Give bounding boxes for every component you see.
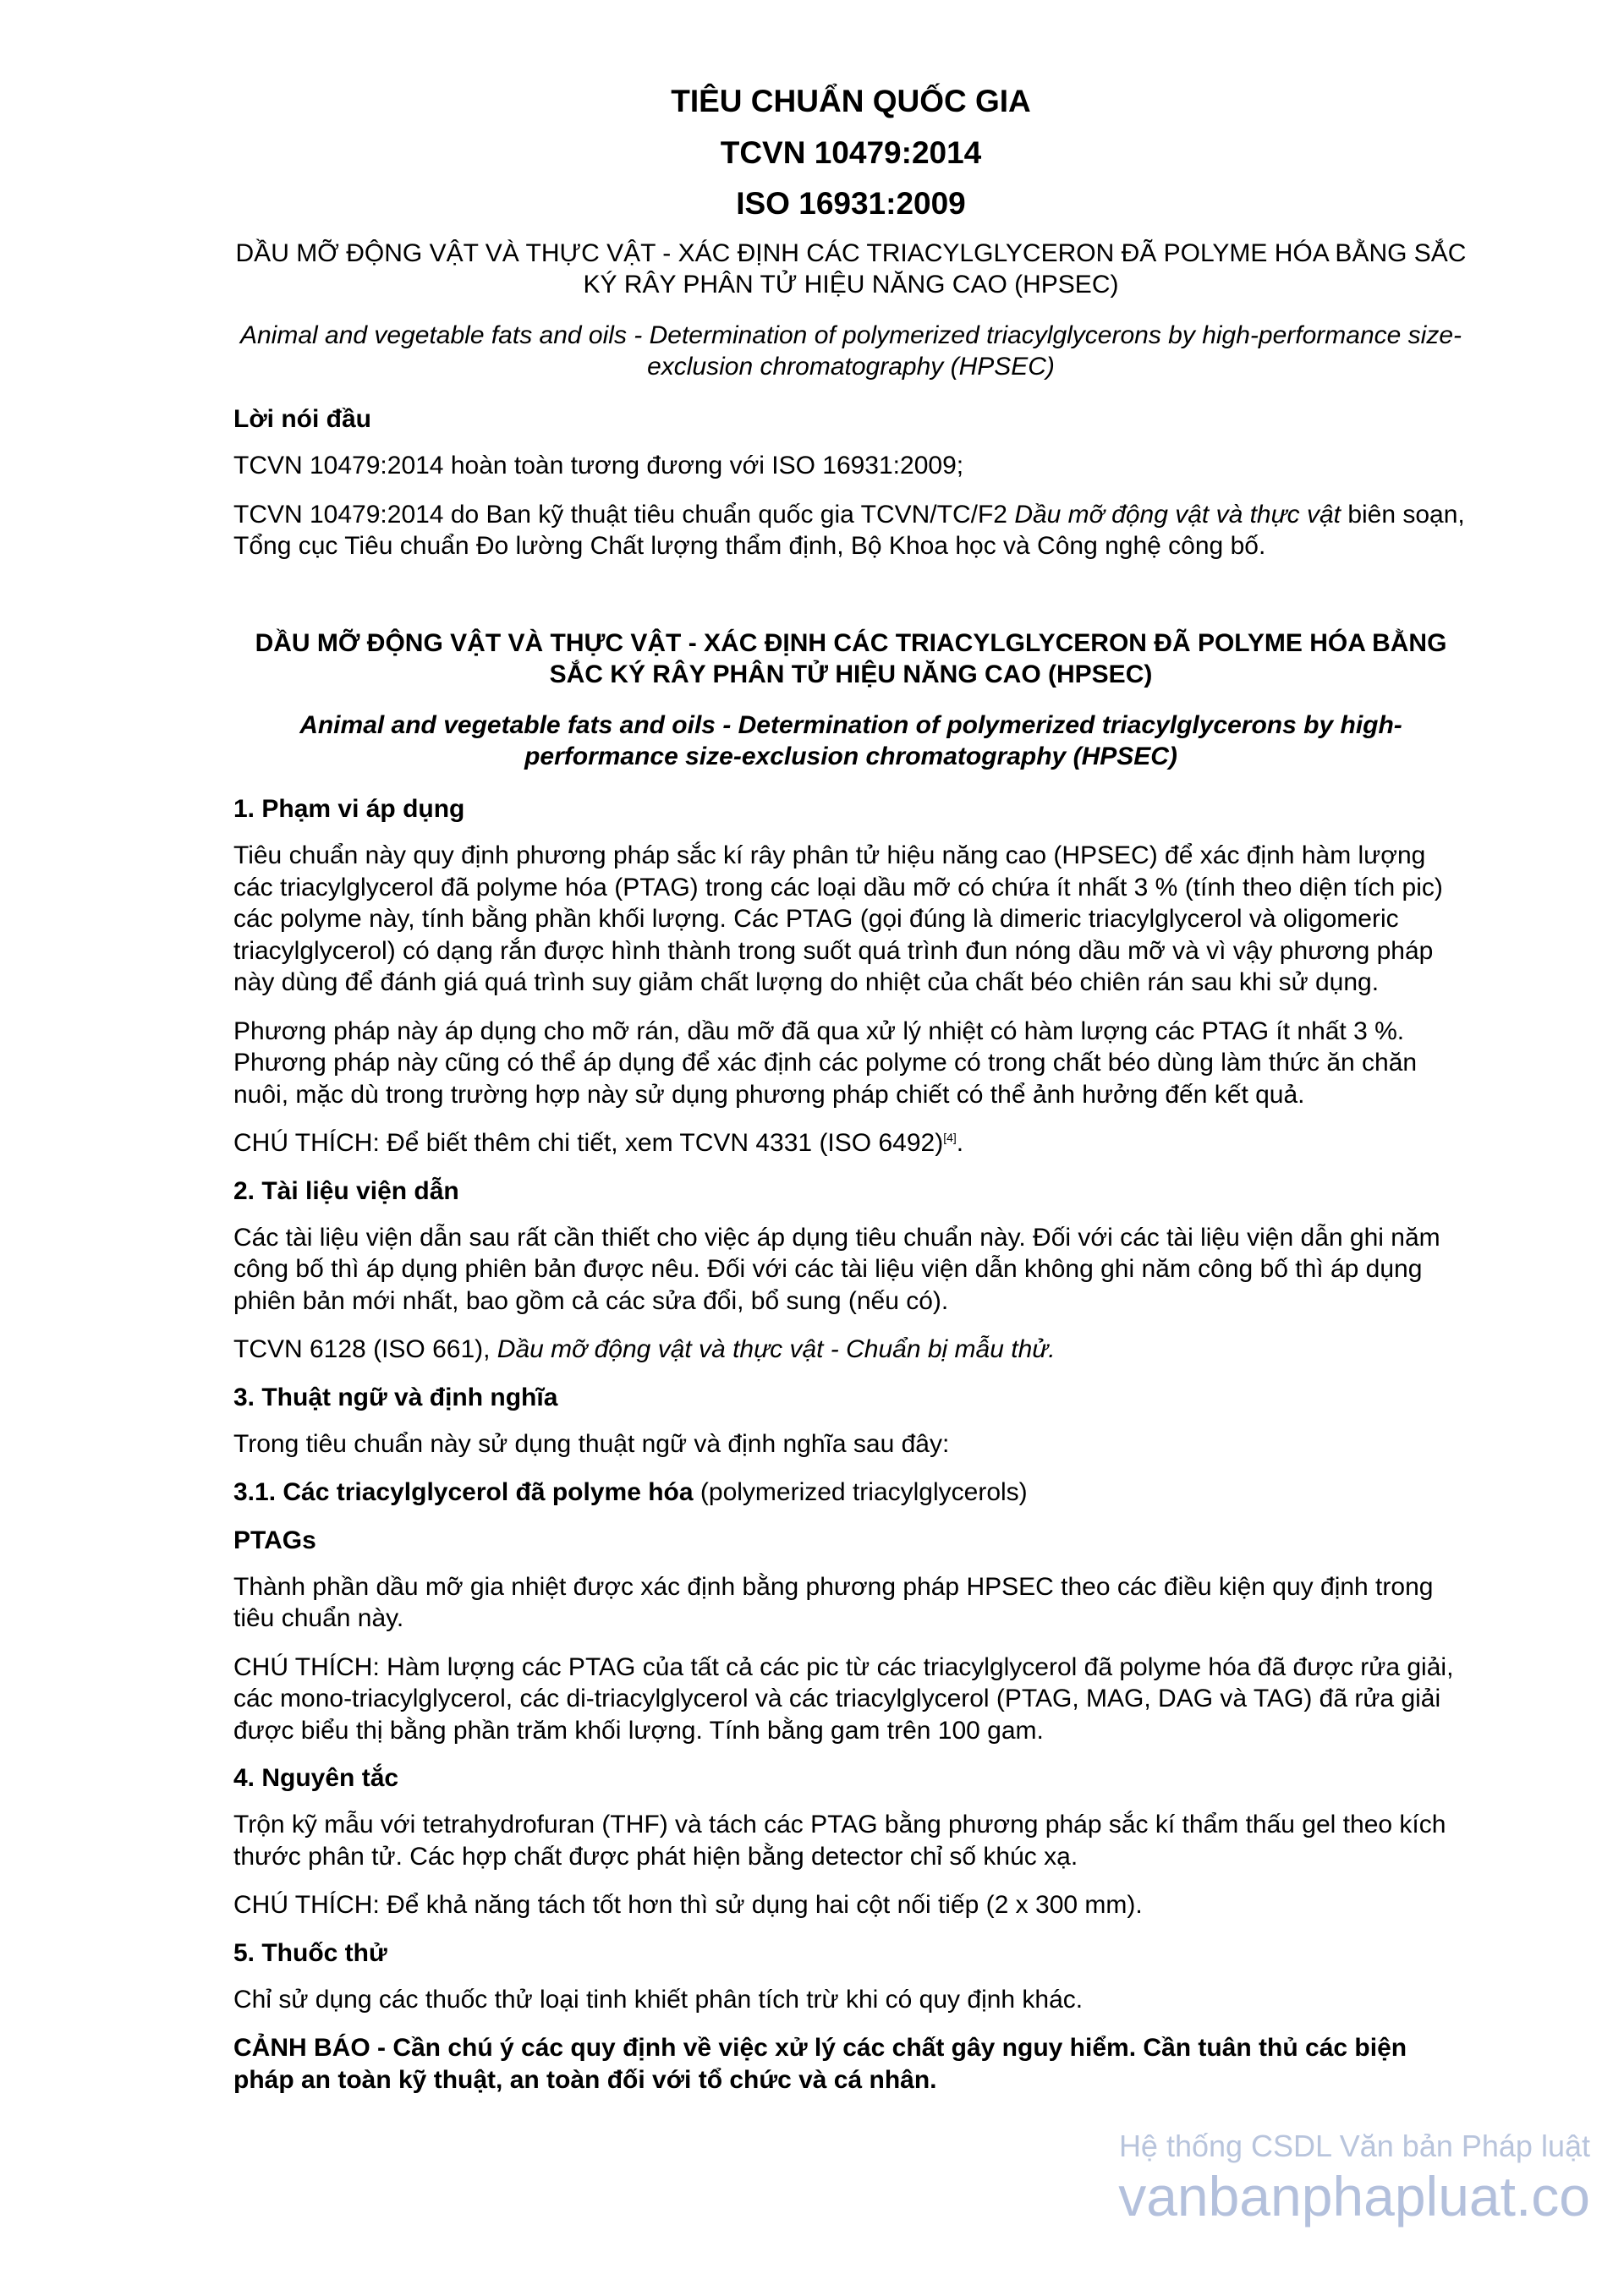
section-1-paragraph-1: Tiêu chuẩn này quy định phương pháp sắc kí rây phân tử hiệu năng cao (HPSEC) để xác định hàm lượng các triacylglycerol đã polyme hóa (PTAG) trong các loại dầu mỡ có chứa ít nhất 3 % (tính theo diện tích pic) các polyme này, tính bằng phần khối lượng. Các PTAG (gọi đúng là dimeric triacylglycerol và oligomeric triacylglycerol) có dạng rắn được hình thành trong suốt quá trình đun nóng dầu mỡ và vì vậy phương pháp này dùng để đánh giá quá trình suy giảm chất lượng do nhiệt của chất béo chiên rán sau khi sử dụng. <box>233 841 1443 997</box>
section-1-heading: 1. Phạm vi áp dụng <box>233 795 465 824</box>
title-english: Animal and vegetable fats and oils - Determination of polymerized triacylglycerons by high-performance size-exclusion chromatography (HPSEC) <box>239 321 1462 381</box>
section-3-note: CHÚ THÍCH: Hàm lượng các PTAG của tất cả các pic từ các triacylglycerol đã polyme hóa đã được rửa giải, các mono-triacylglycerol, các di-triacylglycerol và các triacylglycerol (PTAG, MAG, DAG và TAG) đã rửa giải được biểu thị bằng phần trăm khối lượng. Tính bằng gam trên 100 gam. <box>233 1652 1454 1745</box>
term-definition: Thành phần dầu mỡ gia nhiệt được xác định bằng phương pháp HPSEC theo các điều kiện quy định trong tiêu chuẩn này. <box>233 1572 1434 1633</box>
section-5-heading: 5. Thuốc thử <box>233 1938 387 1967</box>
standard-type: TIÊU CHUẨN QUỐC GIA <box>671 84 1031 118</box>
section-1-paragraph-2: Phương pháp này áp dụng cho mỡ rán, dầu mỡ đã qua xử lý nhiệt có hàm lượng các PTAG ít nhất 3 %. Phương pháp này cũng có thể áp dụng để xác định các polyme có trong chất béo dùng làm thức ăn chăn nuôi, mặc dù trong trường hợp này sử dụng phương pháp chiết có thể ảnh hưởng đến kết quả. <box>233 1016 1418 1109</box>
foreword-p2-end: biên soạn, Tổng cục Tiêu chuẩn Đo lường Chất lượng thẩm định, Bộ Khoa học và Công nghệ công bố. <box>233 500 1465 561</box>
watermark-line-1: Hệ thống CSDL Văn bản Pháp luật <box>1118 2129 1590 2163</box>
document-page <box>233 85 1468 2112</box>
title-vietnamese: DẦU MỠ ĐỘNG VẬT VÀ THỰC VẬT - XÁC ĐỊNH CÁC TRIACYLGLYCERON ĐÃ POLYME HÓA BẰNG SẮC KÝ RÂY PHÂN TỬ HIỆU NĂNG CAO (HPSEC) <box>235 239 1467 299</box>
foreword-paragraph-2 <box>233 499 1468 562</box>
safety-warning: CẢNH BÁO - Cần chú ý các quy định về việc xử lý các chất gây nguy hiểm. Cần tuân thủ các biện pháp an toàn kỹ thuật, an toàn đối với tổ chức và cá nhân. <box>233 2034 1407 2094</box>
watermark <box>1118 2129 1590 2228</box>
reference-title: Dầu mỡ động vật và thực vật - Chuẩn bị mẫu thử. <box>497 1335 1056 1364</box>
tcvn-code: TCVN 10479:2014 <box>720 134 982 170</box>
term-3-1-name: 3.1. Các triacylglycerol đã polyme hóa <box>233 1478 694 1507</box>
section-2-heading: 2. Tài liệu viện dẫn <box>233 1176 459 1205</box>
term-3-1 <box>233 1477 1468 1509</box>
section-1-note-end: . <box>956 1129 964 1158</box>
section-1-note <box>233 1127 1468 1159</box>
foreword-p2-start: TCVN 10479:2014 do Ban kỹ thuật tiêu chuẩn quốc gia TCVN/TC/F2 <box>233 500 1015 529</box>
foreword-paragraph-1: TCVN 10479:2014 hoàn toàn tương đương với ISO 16931:2009; <box>233 452 964 480</box>
foreword-p2-italic: Dầu mỡ động vật và thực vật <box>1014 500 1341 529</box>
section-4-note: CHÚ THÍCH: Để khả năng tách tốt hơn thì sử dụng hai cột nối tiếp (2 x 300 mm). <box>233 1891 1143 1920</box>
section-5-paragraph-1: Chỉ sử dụng các thuốc thử loại tinh khiết phân tích trừ khi có quy định khác. <box>233 1985 1084 2014</box>
section-gap <box>233 579 1468 628</box>
section-2-paragraph-1: Các tài liệu viện dẫn sau rất cần thiết cho việc áp dụng tiêu chuẩn này. Đối với các tài liệu viện dẫn ghi năm công bố thì áp dụng phiên bản được nêu. Đối với các tài liệu viện dẫn không ghi năm công bố thì áp dụng phiên bản mới nhất, bao gồm cả các sửa đổi, bổ sung (nếu có). <box>233 1223 1440 1315</box>
section-2-reference <box>233 1334 1468 1366</box>
iso-code: ISO 16931:2009 <box>736 186 966 222</box>
section-3-intro: Trong tiêu chuẩn này sử dụng thuật ngữ và định nghĩa sau đây: <box>233 1429 950 1458</box>
reference-superscript: [4] <box>943 1131 957 1145</box>
section-4-heading: 4. Nguyên tắc <box>233 1764 399 1793</box>
foreword-heading: Lời nói đầu <box>233 405 371 434</box>
term-3-1-english: (polymerized triacylglycerols) <box>693 1478 1028 1507</box>
watermark-site: vanbanphapluat.co <box>1118 2165 1590 2228</box>
section-3-heading: 3. Thuật ngữ và định nghĩa <box>233 1383 558 1411</box>
section-4-paragraph-1: Trộn kỹ mẫu với tetrahydrofuran (THF) và tách các PTAG bằng phương pháp sắc kí thẩm thấu gel theo kích thước phân tử. Các hợp chất được phát hiện bằng detector chỉ số khúc xạ. <box>233 1811 1446 1871</box>
body-title-english: Animal and vegetable fats and oils - Determination of polymerized triacylglycerons by high-performance size-exclusion chromatography (HPSEC) <box>299 711 1402 770</box>
reference-code: TCVN 6128 (ISO 661), <box>233 1335 497 1364</box>
section-1-note-text: CHÚ THÍCH: Để biết thêm chi tiết, xem TCVN 4331 (ISO 6492) <box>233 1129 944 1158</box>
body-title-vietnamese: DẦU MỠ ĐỘNG VẬT VÀ THỰC VẬT - XÁC ĐỊNH CÁC TRIACYLGLYCERON ĐÃ POLYME HÓA BẰNG SẮC KÝ RÂY PHÂN TỬ HIỆU NĂNG CAO (HPSEC) <box>255 628 1447 688</box>
term-abbreviation: PTAGs <box>233 1526 316 1554</box>
